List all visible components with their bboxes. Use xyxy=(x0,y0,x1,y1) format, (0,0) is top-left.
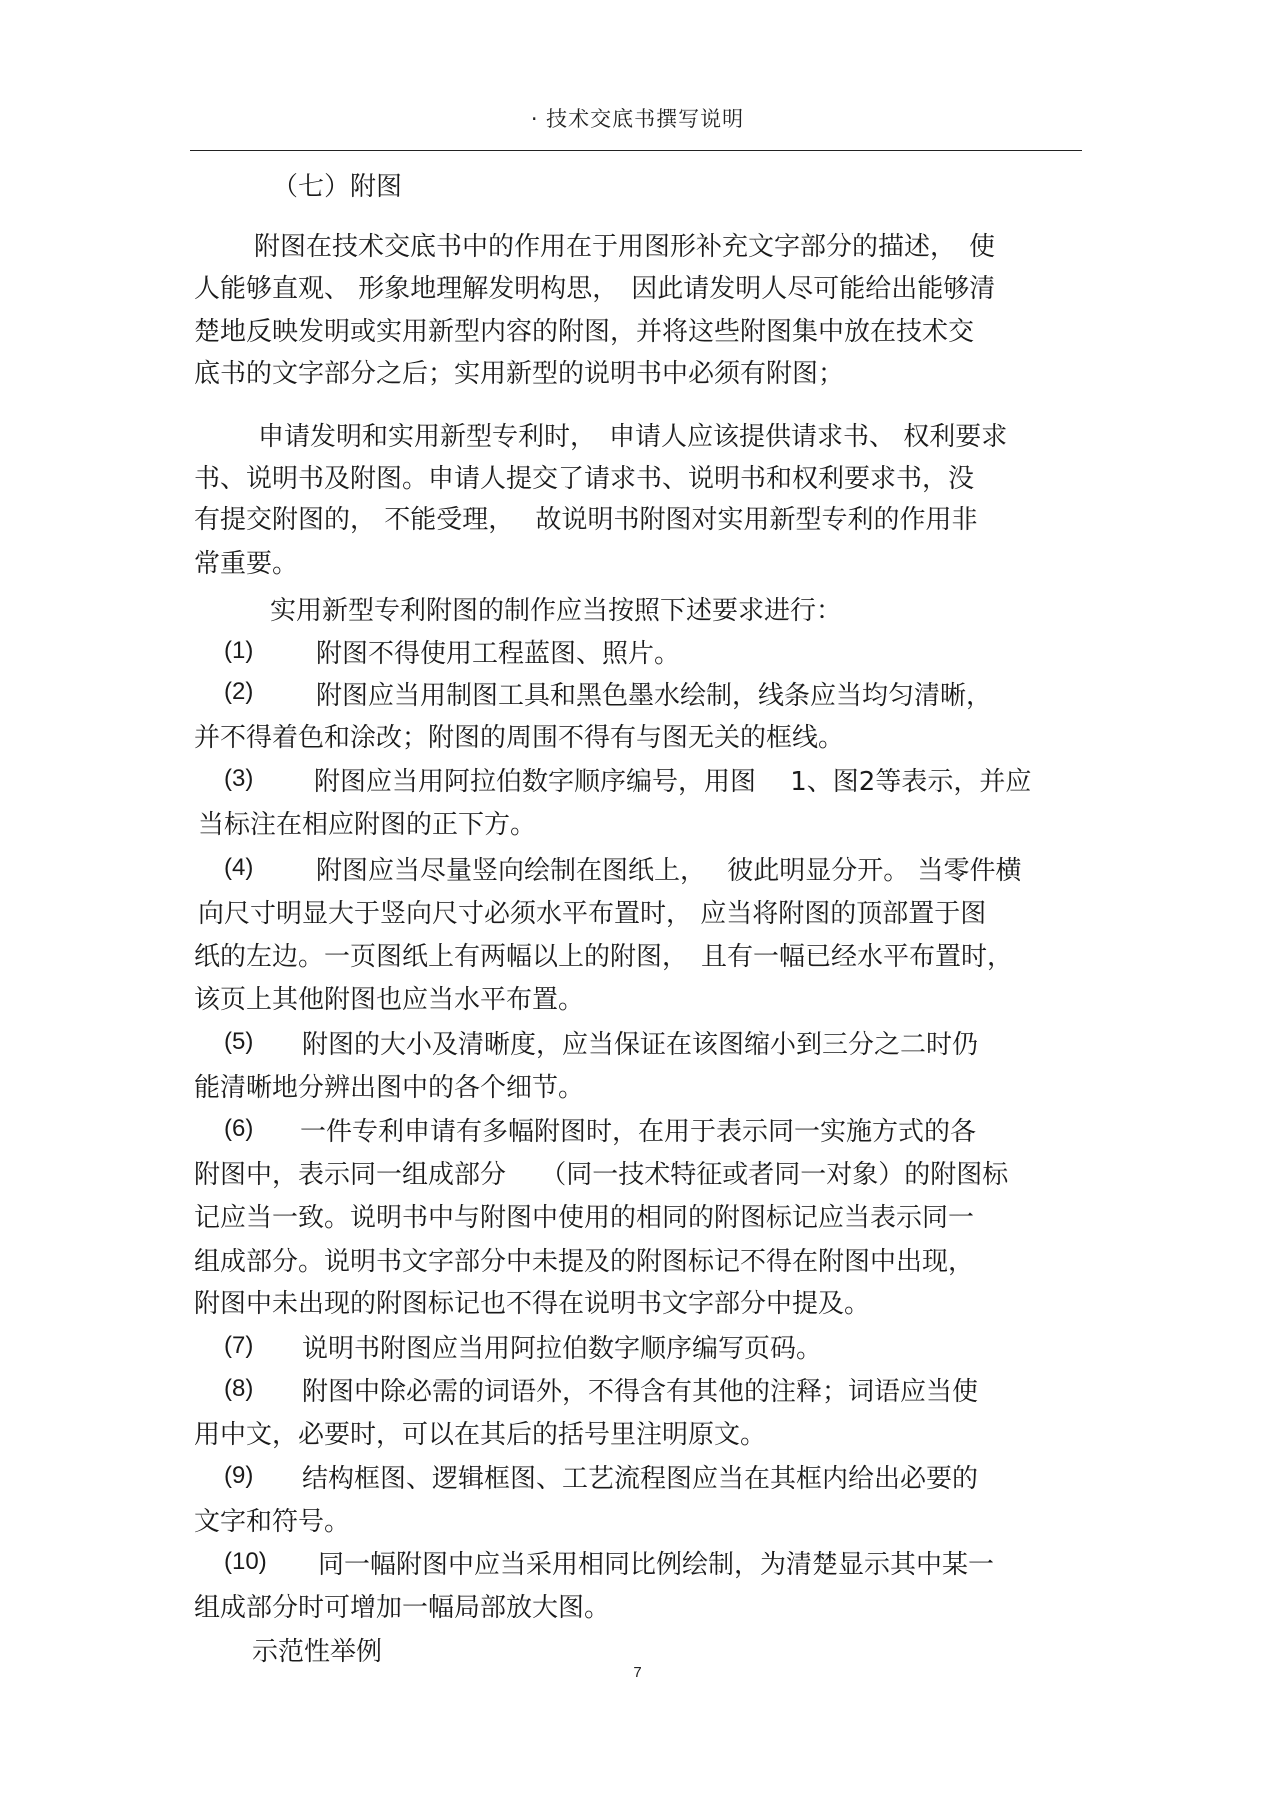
item-line: 附图不得使用工程蓝图、照片。 xyxy=(316,639,681,669)
item-line: 纸的左边。一页图纸上有两幅以上的附图， 且有一幅已经水平布置时， xyxy=(194,942,1014,972)
item-line: 记应当一致。说明书中与附图中使用的相同的附图标记应当表示同一 xyxy=(194,1203,975,1233)
item-number: (10) xyxy=(224,1548,267,1575)
header-rule xyxy=(190,150,1082,151)
item-line: 附图的大小及清晰度，应当保证在该图缩小到三分之二时仍 xyxy=(302,1030,979,1060)
item-number: (2) xyxy=(224,678,254,705)
item-line: 并不得着色和涂改；附图的周围不得有与图无关的框线。 xyxy=(194,723,845,753)
running-header: · 技术交底书撰写说明 xyxy=(530,107,745,131)
item-line: 同一幅附图中应当采用相同比例绘制，为清楚显示其中某一 xyxy=(318,1550,995,1580)
item-line: 组成部分。说明书文字部分中未提及的附图标记不得在附图中出现， xyxy=(194,1247,975,1277)
item-number: (8) xyxy=(224,1375,254,1402)
paragraph-line: 人能够直观、 形象地理解发明构思， 因此请发明人尽可能给出能够清 xyxy=(194,274,996,304)
item-line: 用中文，必要时，可以在其后的括号里注明原文。 xyxy=(194,1420,767,1450)
paragraph-line: 申请发明和实用新型专利时， 申请人应该提供请求书、 权利要求 xyxy=(258,422,1008,452)
page-number: 7 xyxy=(633,1664,642,1681)
item-number: (6) xyxy=(224,1115,254,1142)
item-number: (9) xyxy=(224,1462,254,1489)
paragraph-line: 底书的文字部分之后；实用新型的说明书中必须有附图； xyxy=(194,359,845,389)
paragraph-line: 附图在技术交底书中的作用在于用图形补充文字部分的描述， 使 xyxy=(254,232,996,262)
paragraph-line: 书、说明书及附图。申请人提交了请求书、说明书和权利要求书，没 xyxy=(194,464,975,494)
item-line: 组成部分时可增加一幅局部放大图。 xyxy=(194,1593,611,1623)
item-line: 附图中，表示同一组成部分 （同一技术特征或者同一对象）的附图标 xyxy=(194,1160,1009,1190)
item-line: 附图中除必需的词语外，不得含有其他的注释；词语应当使 xyxy=(302,1377,979,1407)
item-number: (5) xyxy=(224,1028,254,1055)
requirements-intro: 实用新型专利附图的制作应当按照下述要求进行： xyxy=(270,596,843,626)
paragraph-line: 有提交附图的， 不能受理， 故说明书附图对实用新型专利的作用非 xyxy=(194,505,978,535)
item-line: 向尺寸明显大于竖向尺寸必须水平布置时， 应当将附图的顶部置于图 xyxy=(198,899,987,929)
item-line: 附图应当用阿拉伯数字顺序编号，用图 1、图2等表示，并应 xyxy=(314,767,1032,797)
item-number: (3) xyxy=(224,765,254,792)
item-line: 该页上其他附图也应当水平布置。 xyxy=(194,985,585,1015)
item-number: (1) xyxy=(224,637,254,664)
paragraph-line: 楚地反映发明或实用新型内容的附图，并将这些附图集中放在技术交 xyxy=(194,317,975,347)
item-line: 当标注在相应附图的正下方。 xyxy=(198,810,537,840)
example-heading: 示范性举例 xyxy=(252,1637,383,1667)
item-number: (4) xyxy=(224,854,254,881)
item-line: 说明书附图应当用阿拉伯数字顺序编写页码。 xyxy=(302,1334,823,1364)
section-heading: （七）附图 xyxy=(272,172,403,202)
item-line: 一件专利申请有多幅附图时，在用于表示同一实施方式的各 xyxy=(300,1117,977,1147)
item-line: 文字和符号。 xyxy=(194,1507,351,1537)
item-line: 附图中未出现的附图标记也不得在说明书文字部分中提及。 xyxy=(194,1289,871,1319)
item-line: 附图应当尽量竖向绘制在图纸上， 彼此明显分开。 当零件横 xyxy=(316,856,1022,886)
paragraph-line: 常重要。 xyxy=(194,549,299,579)
item-number: (7) xyxy=(224,1332,254,1359)
item-line: 能清晰地分辨出图中的各个细节。 xyxy=(194,1073,585,1103)
item-line: 结构框图、逻辑框图、工艺流程图应当在其框内给出必要的 xyxy=(302,1464,979,1494)
item-line: 附图应当用制图工具和黑色墨水绘制，线条应当均匀清晰， xyxy=(316,681,993,711)
